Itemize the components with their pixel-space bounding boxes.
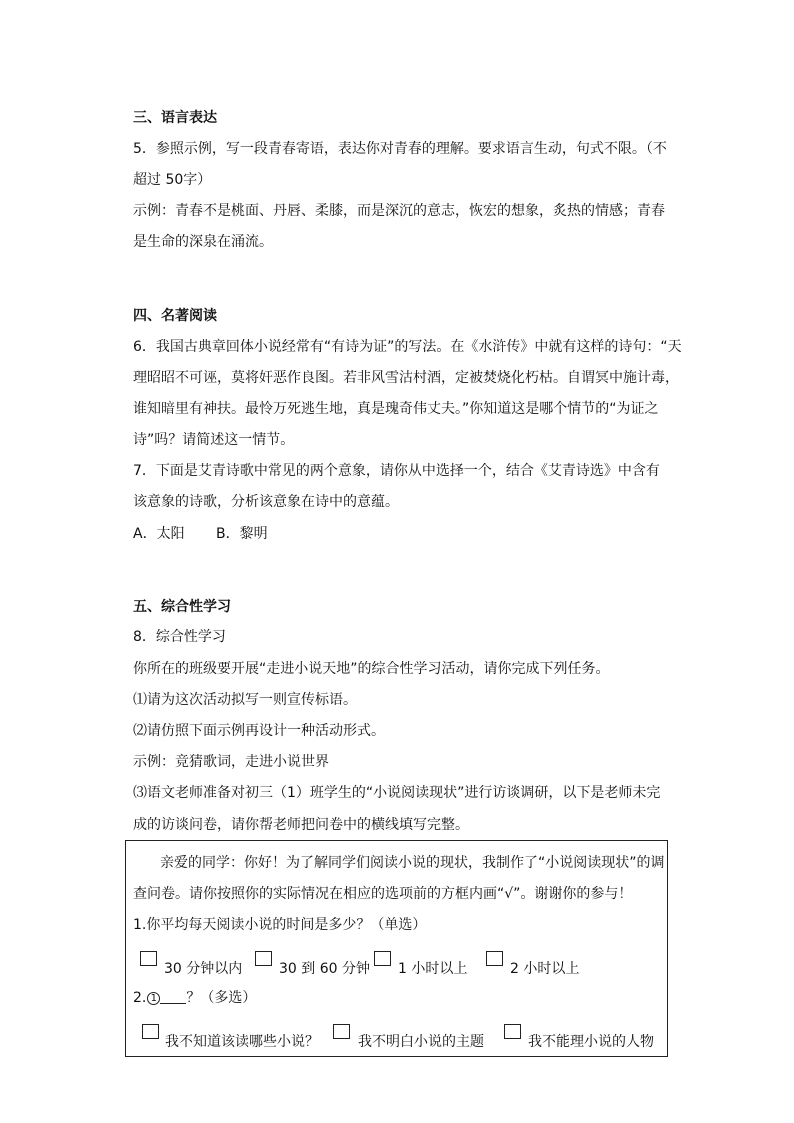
questionnaire-box [125,840,668,1057]
option-label-30-60-min: 30 到 60 分钟 [279,961,370,977]
task-1: ⑴请为这次活动拟写一则宣传标语。 [133,692,357,708]
example-line-2: 是生命的深泉在涌流。 [133,234,273,250]
question-7-line-1: 7．下面是艾青诗歌中常见的两个意象，请你从中选择一个，结合《艾青诗选》中含有 [133,463,660,479]
question-2-suffix: ？（多选） [186,990,257,1006]
checkbox-dont-know-what-to-read[interactable] [142,1024,159,1039]
fill-in-blank[interactable] [160,989,186,1004]
questionnaire-question-1: 1.你平均每天阅读小说的时间是多少？（单选） [133,917,427,933]
option-label-dont-know-what-to-read: 我不知道该读哪些小说？ [165,1034,319,1050]
task-3-line-1: ⑶语文老师准备对初三（1）班学生的“小说阅读现状”进行访谈调研，以下是老师未完 [133,785,661,801]
question-6-line-4: 诗”吗？请简述这一情节。 [133,432,295,448]
blank-number-circle: 1 [147,992,160,1005]
question-2-prefix: 2. [133,990,147,1006]
question-8-title: 8．综合性学习 [133,629,226,645]
question-7-option-a: A．太阳 [133,526,185,542]
question-6-line-1: 6．我国古典章回体小说经常有“有诗为证”的写法。在《水浒传》中就有这样的诗句：“天 [133,339,682,355]
option-label-30-min: 30 分钟以内 [164,961,243,977]
checkbox-30-60-min[interactable] [255,951,272,966]
question-8-intro: 你所在的班级要开展“走进小说天地”的综合性学习活动，请你完成下列任务。 [133,661,610,677]
question-5-line-1: 5．参照示例，写一段青春寄语，表达你对青春的理解。要求语言生动，句式不限。（不 [133,141,667,157]
section-heading-classics-reading: 四、名著阅读 [133,308,217,324]
question-6-line-3: 谁知暗里有神扶。最怜万死逃生地，真是瑰奇伟丈夫。”你知道这是哪个情节的“为证之 [133,401,659,417]
option-label-cant-understand-characters: 我不能理小说的人物 [528,1034,654,1050]
question-7-line-2: 该意象的诗歌，分析该意象在诗中的意蕴。 [133,494,399,510]
example-line-1: 示例：青春不是桃面、丹唇、柔膝，而是深沉的意志，恢宏的想象，炙热的情感；青春 [133,203,665,219]
checkbox-dont-understand-theme[interactable] [333,1024,350,1039]
checkbox-cant-understand-characters[interactable] [504,1024,521,1039]
option-label-1-hour: 1 小时以上 [398,961,468,977]
task-2-example: 示例：竞猜歌词，走进小说世界 [133,754,329,770]
section-heading-comprehensive-learning: 五、综合性学习 [133,599,231,615]
questionnaire-greeting-line-2: 查问卷。请你按照你的实际情况在相应的选项前的方框内画“√”。谢谢你的参与！ [133,886,633,902]
checkbox-2-hours[interactable] [486,951,503,966]
question-5-line-2: 超过 50字） [133,172,212,188]
option-label-dont-understand-theme: 我不明白小说的主题 [358,1034,484,1050]
option-label-2-hours: 2 小时以上 [510,961,580,977]
checkbox-1-hour[interactable] [374,951,391,966]
task-2: ⑵请仿照下面示例再设计一种活动形式。 [133,723,385,739]
checkbox-30-min[interactable] [140,951,157,966]
question-7-option-b: B．黎明 [216,526,268,542]
questionnaire-question-2 [133,988,256,1008]
question-6-line-2: 理昭昭不可诬，莫将奸恶作良图。若非风雪沽村酒，定被焚烧化朽枯。自谓冥中施计毒， [133,370,679,386]
questionnaire-greeting-line-1: 亲爱的同学：你好！为了解同学们阅读小说的现状，我制作了“小说阅读现状”的调 [160,855,665,871]
section-heading-language-expression: 三、语言表达 [133,110,217,126]
task-3-line-2: 成的访谈问卷，请你帮老师把问卷中的横线填写完整。 [133,817,469,833]
